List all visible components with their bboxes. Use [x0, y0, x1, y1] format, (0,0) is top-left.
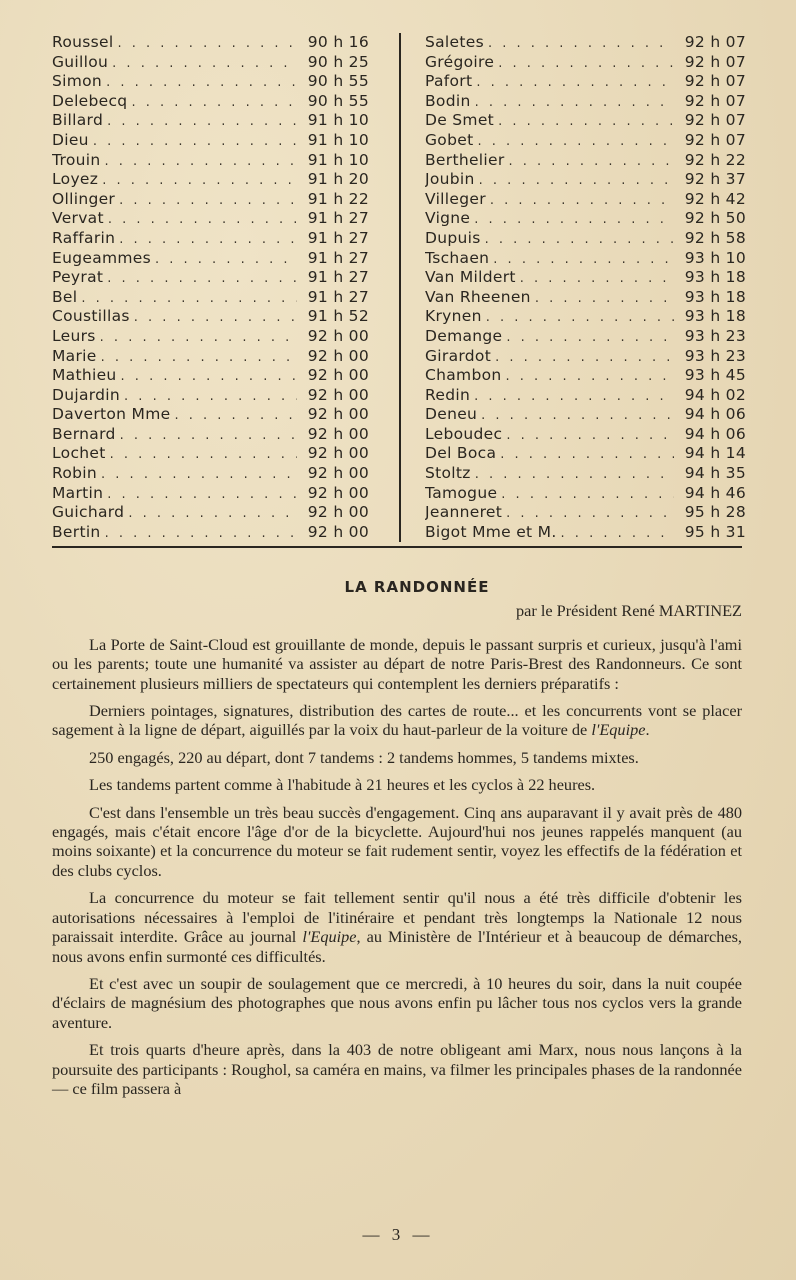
rider-name: Chambon — [425, 366, 502, 385]
result-row — [425, 288, 746, 308]
leader-dots — [502, 367, 675, 386]
leader-dots — [98, 171, 297, 190]
rider-time: 90 h 55 — [307, 91, 369, 110]
result-row — [425, 92, 746, 112]
results-column-left — [52, 33, 401, 542]
leader-dots — [77, 289, 297, 308]
result-row — [425, 307, 746, 327]
paragraph-text: Derniers pointages, signatures, distribution des cartes de route... et les concurrents vont se placer sagement à la ligne de départ, aiguillés par la voix du haut-parleur de la voiture de — [52, 701, 742, 740]
rider-time: 92 h 07 — [684, 33, 746, 51]
article-paragraph — [52, 701, 742, 740]
rider-time: 94 h 35 — [684, 464, 746, 483]
result-row — [52, 523, 369, 543]
paragraph-text: 250 engagés, 220 au départ, dont 7 tandems : 2 tandems hommes, 5 tandems mixtes. — [89, 747, 639, 767]
rider-time: 92 h 00 — [307, 464, 369, 483]
rider-time: 91 h 27 — [307, 248, 369, 267]
rider-name: Coustillas — [52, 307, 130, 326]
rider-name: Demange — [425, 326, 503, 345]
rider-time: 92 h 07 — [684, 111, 746, 130]
result-row — [52, 386, 369, 406]
paragraph-text: Et c'est avec un soupir de soulagement que ce mercredi, à 10 heures du soir, dans la nuit coupée d'éclairs de magnésium des photographes que nous avons enfin pu lâcher tous nos cyclos vers la grande aventure. — [52, 973, 742, 1032]
rider-name: Loyez — [52, 170, 99, 189]
article-paragraph — [52, 974, 742, 1032]
result-row — [425, 347, 746, 367]
leader-dots — [101, 524, 297, 543]
leader-dots — [116, 426, 297, 445]
rider-name: Dieu — [52, 130, 89, 149]
result-row — [425, 425, 746, 445]
rider-time: 92 h 07 — [684, 130, 746, 149]
rider-time: 92 h 07 — [684, 72, 746, 91]
rider-time: 92 h 00 — [307, 326, 369, 345]
result-row — [425, 72, 746, 92]
result-row — [425, 190, 746, 210]
leader-dots — [115, 230, 297, 249]
result-row — [52, 190, 369, 210]
newspaper-name: l'Equipe — [302, 927, 357, 947]
article-paragraph — [52, 775, 742, 794]
rider-time: 94 h 02 — [684, 385, 746, 404]
leader-dots — [470, 387, 674, 406]
rider-name: Trouin — [52, 150, 101, 169]
rider-time: 93 h 45 — [684, 366, 746, 385]
leader-dots — [505, 152, 674, 171]
rider-name: Girardot — [425, 346, 492, 365]
result-row — [52, 444, 369, 464]
rider-time: 91 h 20 — [307, 170, 369, 189]
leader-dots — [497, 485, 674, 504]
leader-dots — [103, 485, 297, 504]
leader-dots — [104, 210, 297, 229]
result-row — [52, 307, 369, 327]
rider-name: Tamogue — [425, 483, 498, 502]
rider-time: 92 h 07 — [684, 52, 746, 71]
leader-dots — [100, 152, 297, 171]
rider-time: 92 h 50 — [684, 209, 746, 228]
newspaper-name: l'Equipe — [591, 720, 646, 740]
result-row — [425, 33, 746, 53]
rider-name: Ollinger — [52, 189, 116, 208]
result-row — [52, 72, 369, 92]
result-row — [425, 249, 746, 269]
leader-dots — [477, 406, 674, 425]
leader-dots — [470, 210, 674, 229]
rider-name: Guillou — [52, 52, 109, 71]
leader-dots — [486, 191, 674, 210]
rider-name: Berthelier — [425, 150, 505, 169]
rider-time: 91 h 10 — [307, 111, 369, 130]
rider-name: Lochet — [52, 444, 106, 463]
leader-dots — [115, 191, 297, 210]
leader-dots — [473, 132, 674, 151]
leader-dots — [89, 132, 297, 151]
rider-time: 92 h 00 — [307, 503, 369, 522]
rider-name: Leurs — [52, 326, 96, 345]
rider-time: 93 h 23 — [684, 346, 746, 365]
leader-dots — [471, 465, 674, 484]
paragraph-text: . — [645, 720, 650, 740]
rider-time: 93 h 18 — [684, 307, 746, 326]
result-row — [52, 425, 369, 445]
result-row — [425, 366, 746, 386]
result-row — [52, 268, 369, 288]
result-row — [425, 151, 746, 171]
rider-time: 92 h 00 — [307, 366, 369, 385]
result-row — [52, 484, 369, 504]
result-row — [52, 33, 369, 53]
result-row — [425, 503, 746, 523]
rider-time: 90 h 55 — [307, 72, 369, 91]
leader-dots — [471, 93, 674, 112]
rider-name: Peyrat — [52, 268, 104, 287]
rider-name: Del Boca — [425, 444, 497, 463]
rider-name: Jeanneret — [425, 503, 503, 522]
rider-name: Marie — [52, 346, 97, 365]
article-byline: par le Président René MARTINEZ — [516, 601, 742, 621]
leader-dots — [472, 73, 674, 92]
rider-time: 91 h 22 — [307, 189, 369, 208]
rider-name: Dupuis — [425, 228, 481, 247]
rider-time: 92 h 00 — [307, 483, 369, 502]
rider-name: Raffarin — [52, 228, 116, 247]
rider-name: Bel — [52, 287, 78, 306]
rider-name: Deneu — [425, 405, 478, 424]
leader-dots — [108, 54, 297, 73]
rider-time: 92 h 00 — [307, 522, 369, 541]
leader-dots — [124, 504, 297, 523]
rider-time: 90 h 25 — [307, 52, 369, 71]
result-row — [425, 484, 746, 504]
article-paragraph — [52, 1040, 742, 1098]
rider-name: Bernard — [52, 424, 116, 443]
result-row — [425, 268, 746, 288]
leader-dots — [502, 426, 674, 445]
rider-name: Daverton Mme — [52, 405, 171, 424]
leader-dots — [120, 387, 297, 406]
result-row — [52, 151, 369, 171]
result-row — [52, 249, 369, 269]
rider-name: Van Mildert — [425, 268, 516, 287]
rider-time: 92 h 42 — [684, 189, 746, 208]
rider-name: Roussel — [52, 33, 114, 51]
rider-time: 93 h 18 — [684, 268, 746, 287]
leader-dots — [103, 269, 297, 288]
paragraph-text: , au Ministère de l'Intérieur et à beaucoup de démarches, nous avons enfin surmonté ces difficultés. — [52, 927, 743, 966]
rider-time: 95 h 31 — [684, 522, 746, 541]
rider-name: Mathieu — [52, 366, 117, 385]
rider-time: 94 h 14 — [684, 444, 746, 463]
rider-name: Leboudec — [425, 424, 503, 443]
result-row — [52, 327, 369, 347]
rider-name: Stoltz — [425, 464, 471, 483]
result-row — [52, 131, 369, 151]
rider-name: Krynen — [425, 307, 482, 326]
rider-name: Bodin — [425, 91, 471, 110]
result-row — [52, 209, 369, 229]
rider-name: Robin — [52, 464, 98, 483]
leader-dots — [531, 289, 674, 308]
result-row — [52, 347, 369, 367]
rider-name: Guichard — [52, 503, 125, 522]
paragraph-text: Et trois quarts d'heure après, dans la 403 de notre obligeant ami Marx, nous nous lançons à la poursuite des participants : Roughol, sa caméra en mains, va filmer les principales phases de la randonnée — ce film passera à — [52, 1040, 742, 1098]
rider-name: Saletes — [425, 33, 484, 51]
rider-name: Dujardin — [52, 385, 121, 404]
paragraph-text: La concurrence du moteur se fait tellement sentir qu'il nous a été très difficile d'obtenir les autorisations nécessaires à l'emploi de l'itinéraire et pendant très longtemps la Nationale 12 nous paraissait interdite. Grâce au journal — [52, 888, 742, 947]
result-row — [52, 229, 369, 249]
rider-time: 91 h 27 — [307, 228, 369, 247]
rider-name: Grégoire — [425, 52, 495, 71]
rider-time: 93 h 23 — [684, 326, 746, 345]
result-row — [52, 366, 369, 386]
rider-time: 92 h 37 — [684, 170, 746, 189]
rider-name: Pafort — [425, 72, 473, 91]
result-row — [52, 464, 369, 484]
rider-time: 90 h 16 — [307, 33, 369, 51]
rider-name: Eugeammes — [52, 248, 151, 267]
rider-time: 92 h 00 — [307, 385, 369, 404]
rider-time: 94 h 46 — [684, 483, 746, 502]
result-row — [425, 111, 746, 131]
result-row — [425, 464, 746, 484]
result-row — [425, 53, 746, 73]
leader-dots — [502, 504, 674, 523]
result-row — [425, 229, 746, 249]
leader-dots — [494, 54, 674, 73]
leader-dots — [491, 348, 674, 367]
leader-dots — [127, 93, 297, 112]
rider-name: De Smet — [425, 111, 495, 130]
article — [52, 578, 742, 1106]
rider-time: 91 h 27 — [307, 209, 369, 228]
paragraph-text: C'est dans l'ensemble un très beau succès d'engagement. Cinq ans auparavant il y avait près de 480 engagés, mais c'était encore l'âge d'or de la bicyclette. Aujourd'hui nos jeunes rappelés manquent (au moins soixante) et la concurrence du moteur se fait rudement sentir, voyez les effectifs de la fédération et des clubs cyclos. — [52, 802, 742, 880]
rider-name: Bigot Mme et M. — [425, 522, 557, 541]
result-row — [425, 131, 746, 151]
rider-name: Delebecq — [52, 91, 128, 110]
result-row — [425, 386, 746, 406]
leader-dots — [481, 230, 674, 249]
rider-time: 94 h 06 — [684, 424, 746, 443]
rider-time: 92 h 07 — [684, 91, 746, 110]
leader-dots — [170, 406, 297, 425]
result-row — [425, 444, 746, 464]
rider-name: Simon — [52, 72, 103, 91]
rider-name: Tschaen — [425, 248, 490, 267]
rider-time: 91 h 27 — [307, 287, 369, 306]
rider-name: Gobet — [425, 130, 474, 149]
rider-time: 92 h 00 — [307, 405, 369, 424]
leader-dots — [130, 308, 297, 327]
rider-time: 92 h 00 — [307, 424, 369, 443]
leader-dots — [475, 171, 674, 190]
result-row — [52, 170, 369, 190]
leader-dots — [97, 348, 297, 367]
leader-dots — [96, 328, 297, 347]
rider-name: Martin — [52, 483, 104, 502]
rider-name: Billard — [52, 111, 104, 130]
rider-name: Bertin — [52, 522, 101, 541]
result-row — [425, 170, 746, 190]
leader-dots — [102, 73, 297, 92]
rider-time: 91 h 10 — [307, 130, 369, 149]
rider-time: 95 h 28 — [684, 503, 746, 522]
rider-time: 91 h 52 — [307, 307, 369, 326]
rider-time: 92 h 00 — [307, 346, 369, 365]
result-row — [425, 327, 746, 347]
rider-time: 93 h 18 — [684, 287, 746, 306]
paragraph-text: Les tandems partent comme à l'habitude à 21 heures et les cyclos à 22 heures. — [89, 775, 596, 795]
leader-dots — [502, 328, 674, 347]
leader-dots — [496, 445, 674, 464]
article-paragraph — [52, 888, 742, 966]
result-row — [425, 523, 746, 543]
rider-time: 92 h 58 — [684, 228, 746, 247]
rider-name: Villeger — [425, 189, 486, 208]
rider-time: 92 h 00 — [307, 444, 369, 463]
rider-name: Redin — [425, 385, 471, 404]
article-paragraph — [52, 748, 742, 767]
leader-dots — [494, 112, 674, 131]
result-row — [52, 111, 369, 131]
rider-time: 91 h 10 — [307, 150, 369, 169]
leader-dots — [103, 112, 297, 131]
leader-dots — [484, 34, 674, 53]
result-row — [52, 405, 369, 425]
results-table — [52, 33, 746, 542]
leader-dots — [516, 269, 674, 288]
leader-dots — [117, 367, 297, 386]
result-row — [425, 405, 746, 425]
results-column-right — [401, 33, 746, 542]
result-row — [52, 92, 369, 112]
rider-time: 92 h 22 — [684, 150, 746, 169]
paragraph-text: La Porte de Saint-Cloud est grouillante de monde, depuis le passant surpris et curieux, jusqu'à l'ami ou les parents; toute une humanité va assister au départ de notre Paris-Brest des Randonneurs. Ce sont certainement plusieurs milliers de spectateurs qui contemplent les derniers préparatifs : — [52, 634, 742, 693]
leader-dots — [151, 250, 297, 269]
rider-name: Van Rheenen — [425, 287, 531, 306]
article-paragraph — [52, 803, 742, 881]
rider-name: Vigne — [425, 209, 471, 228]
leader-dots — [106, 445, 297, 464]
rider-name: Vervat — [52, 209, 104, 228]
article-body — [52, 635, 742, 1099]
leader-dots — [113, 34, 297, 53]
page-number: — 3 — — [362, 1225, 434, 1244]
result-row — [52, 503, 369, 523]
result-row — [425, 209, 746, 229]
article-paragraph — [52, 635, 742, 693]
result-row — [52, 53, 369, 73]
rider-time: 93 h 10 — [684, 248, 746, 267]
leader-dots — [97, 465, 297, 484]
section-divider — [52, 546, 742, 548]
leader-dots — [489, 250, 674, 269]
rider-name: Joubin — [425, 170, 475, 189]
leader-dots — [557, 524, 674, 543]
leader-dots — [482, 308, 674, 327]
article-title: LA RANDONNÉE — [344, 578, 490, 596]
result-row — [52, 288, 369, 308]
rider-time: 91 h 27 — [307, 268, 369, 287]
rider-time: 94 h 06 — [684, 405, 746, 424]
